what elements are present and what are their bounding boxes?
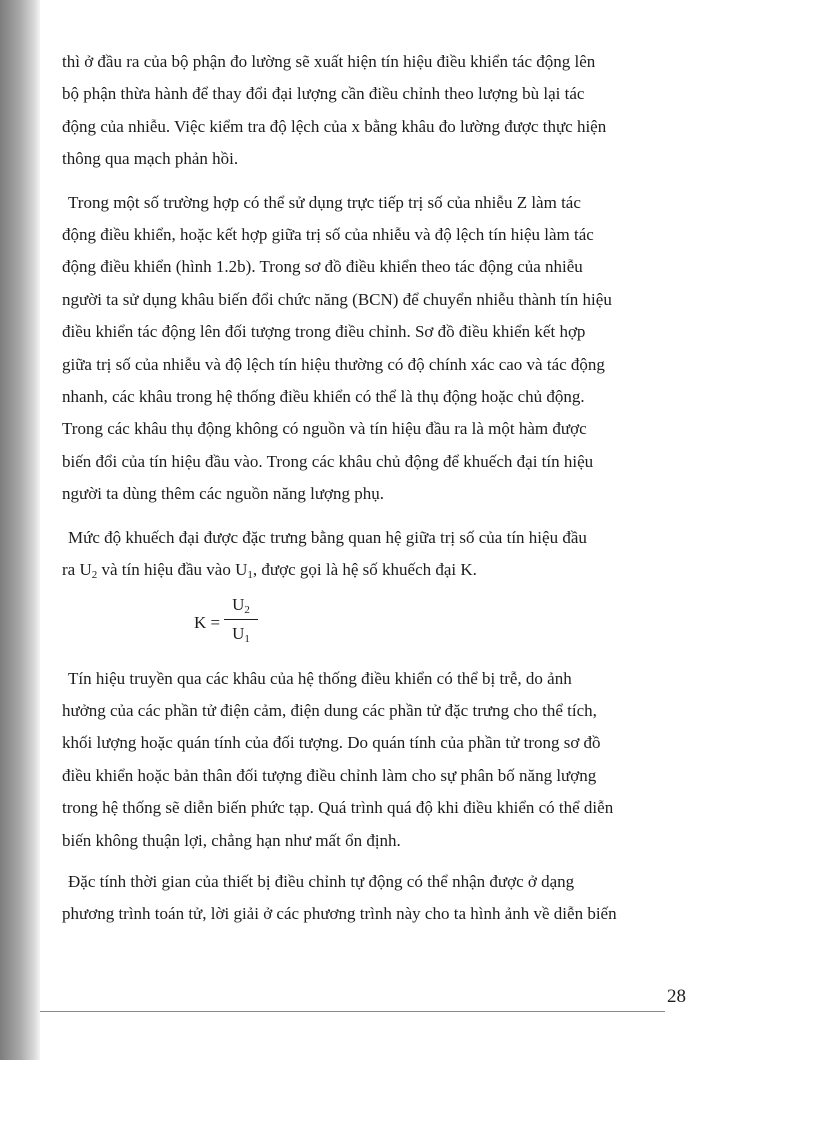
paragraph-2 xyxy=(62,187,690,511)
page-number: 28 xyxy=(667,986,686,1007)
text-fragment: và tín hiệu đầu vào U xyxy=(97,560,248,580)
text-line: nhanh, các khâu trong hệ thống điều khiển có thể là thụ động hoặc chủ động. xyxy=(62,387,585,407)
paragraph-5 xyxy=(62,866,690,931)
text-line: người ta sử dụng khâu biến đổi chức năng (BCN) để chuyển nhiễu thành tín hiệu xyxy=(62,289,612,309)
text-line: bộ phận thừa hành để thay đổi đại lượng cần điều chỉnh theo lượng bù lại tác xyxy=(62,84,585,104)
text-line: giữa trị số của nhiễu và độ lệch tín hiệu thường có độ chính xác cao và tác động xyxy=(62,354,605,374)
text-line: hưởng của các phần tử điện cảm, điện dung các phần tử đặc trưng cho thể tích, xyxy=(62,700,597,720)
text-line: thông qua mạch phản hồi. xyxy=(62,149,239,169)
text-line: Tín hiệu truyền qua các khâu của hệ thống điều khiển có thể bị trễ, do ảnh xyxy=(68,668,572,688)
text-line: biến đổi của tín hiệu đầu vào. Trong các khâu chủ động để khuếch đại tín hiệu xyxy=(62,451,594,471)
paragraph-4 xyxy=(62,663,690,857)
paragraph-1 xyxy=(62,46,690,176)
text-fragment: ra U xyxy=(62,560,92,580)
page-body xyxy=(62,46,690,931)
scan-margin xyxy=(0,1060,40,1123)
text-line: Trong một số trường hợp có thể sử dụng trực tiếp trị số của nhiễu Z làm tác xyxy=(68,192,581,212)
text-line: phương trình toán tử, lời giải ở các phương trình này cho ta hình ảnh về diễn biến xyxy=(62,904,617,924)
text-line: khối lượng hoặc quán tính của đối tượng. Do quán tính của phần tử trong sơ đồ xyxy=(62,733,601,753)
formula-numerator: $U_2$ xyxy=(232,594,250,616)
formula-lhs: K = xyxy=(194,612,221,632)
text-line: người ta dùng thêm các nguồn năng lượng phụ. xyxy=(62,484,385,504)
text-line: điều khiển tác động lên đối tượng trong điều chỉnh. Sơ đồ điều khiển kết hợp xyxy=(62,322,586,342)
text-line: động điều khiển (hình 1.2b). Trong sơ đồ điều khiển theo tác động của nhiễu xyxy=(62,257,583,277)
text-line: Đặc tính thời gian của thiết bị điều chỉnh tự động có thể nhận được ở dạng xyxy=(68,871,575,891)
text-line: động điều khiển, hoặc kết hợp giữa trị số của nhiễu và độ lệch tín hiệu làm tác xyxy=(62,225,594,245)
text-line: điều khiển hoặc bản thân đối tượng điều chỉnh làm cho sự phân bố năng lượng xyxy=(62,765,597,785)
scan-shadow-edge xyxy=(0,0,40,1060)
text-fragment: , được gọi là hệ số khuếch đại K. xyxy=(252,560,477,580)
paragraph-3 xyxy=(62,522,690,587)
fraction-bar xyxy=(224,619,258,620)
text-line: động của nhiễu. Việc kiểm tra độ lệch của x bằng khâu đo lường được thực hiện xyxy=(62,116,607,136)
formula-fraction xyxy=(224,593,258,646)
formula-denominator: $U_1$ xyxy=(232,623,250,645)
subscript: 1 xyxy=(247,569,253,582)
gain-formula xyxy=(62,593,690,655)
text-line: trong hệ thống sẽ diễn biến phức tạp. Quá trình quá độ khi điều khiển có thể diễn xyxy=(62,798,614,818)
text-line: Mức độ khuếch đại được đặc trưng bằng quan hệ giữa trị số của tín hiệu đầu xyxy=(68,527,587,547)
text-line: Trong các khâu thụ động không có nguồn và tín hiệu đầu ra là một hàm được xyxy=(62,419,587,439)
footer-rule xyxy=(40,1011,665,1012)
text-line: thì ở đầu ra của bộ phận đo lường sẽ xuất hiện tín hiệu điều khiển tác động lên xyxy=(62,52,596,71)
text-line: biến không thuận lợi, chẳng hạn như mất ổn định. xyxy=(62,830,401,850)
subscript: 2 xyxy=(91,569,98,582)
